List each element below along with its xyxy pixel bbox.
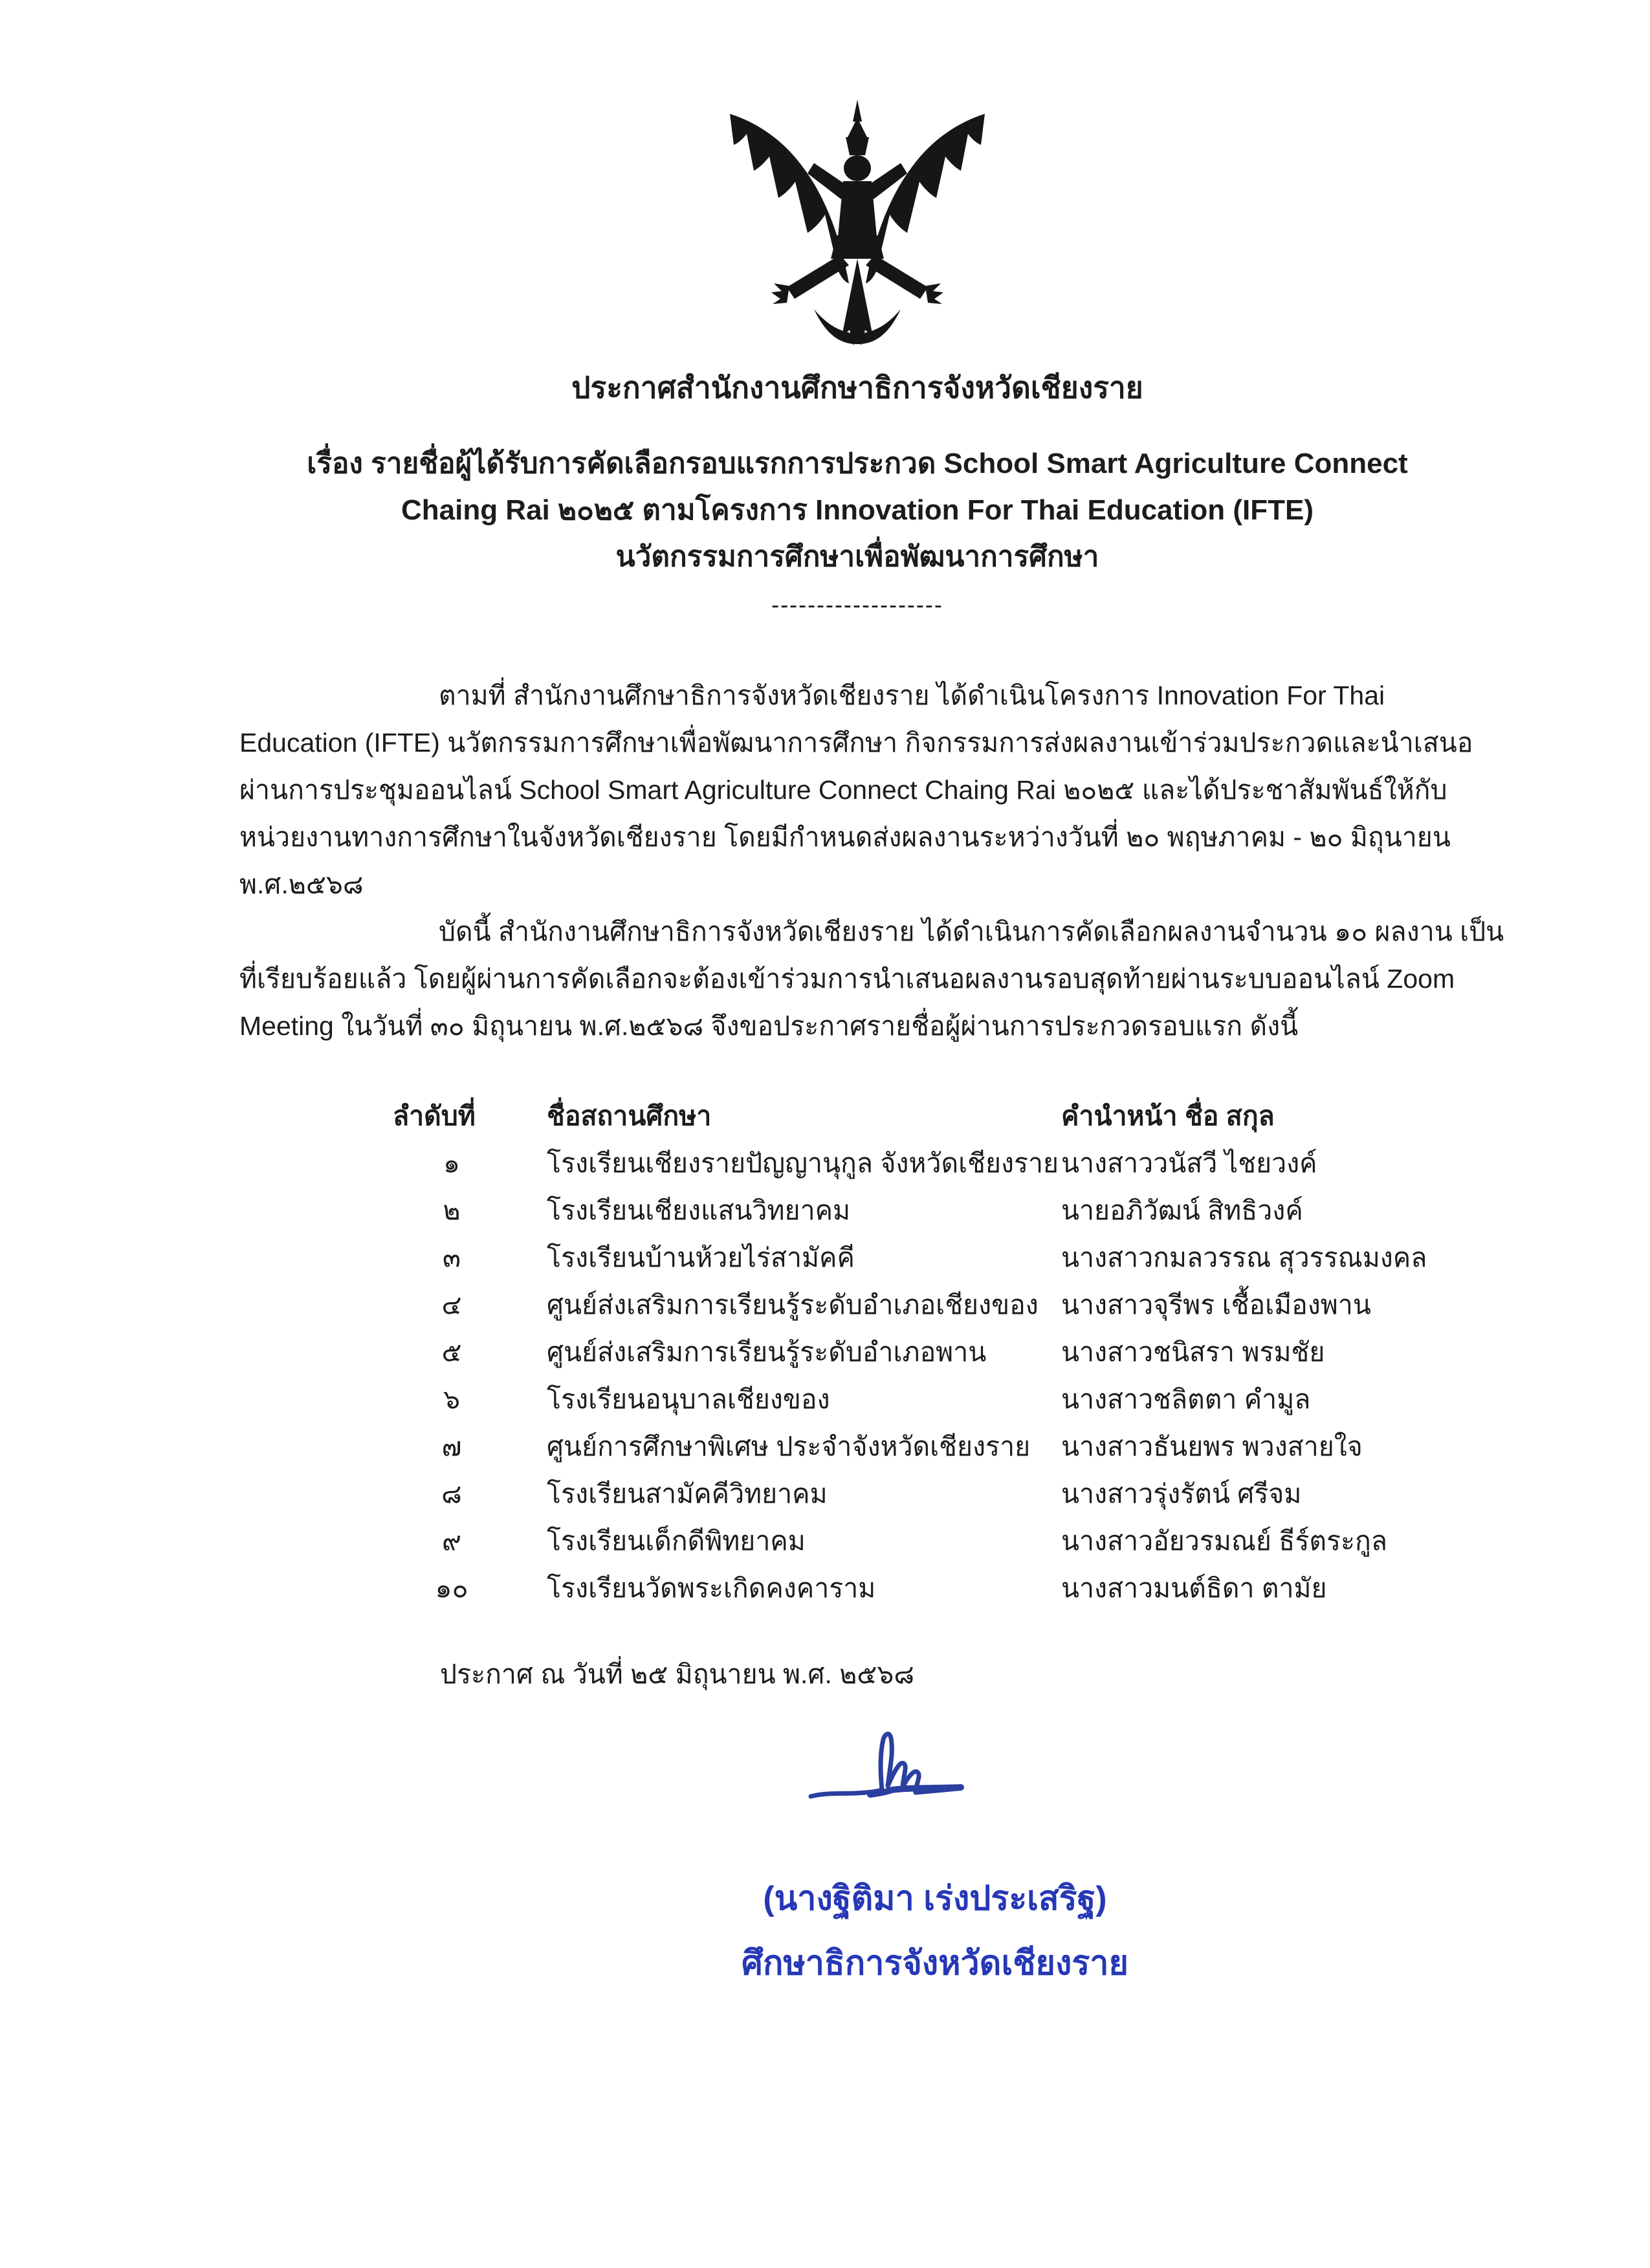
school-name: โรงเรียนบ้านห้วยไร่สามัคคี [547,1243,855,1272]
person-name: นางสาวจุรีพร เชื้อเมืองพาน [1061,1290,1371,1320]
signature-ink-icon [806,1730,980,1815]
table-header-row [393,1093,1475,1140]
table-header-person: คำนำหน้า ชื่อ สกุล [1061,1101,1275,1131]
table-row [393,1518,1475,1565]
row-number: ๗ [441,1432,462,1461]
school-name: โรงเรียนอนุบาลเชียงของ [547,1384,830,1414]
person-name: นายอภิวัฒน์ สิทธิวงค์ [1061,1195,1303,1225]
subject-line-2: Chaing Rai ๒๐๒๕ ตามโครงการ Innovation For Thai Education (IFTE) [401,494,1314,526]
row-number: ๒ [443,1195,461,1225]
signer-title: ศึกษาธิการจังหวัดเชียงราย [742,1945,1128,1982]
table-row [393,1565,1475,1612]
row-number: ๑ [443,1148,461,1178]
divider-dashes: ------------------- [771,591,943,618]
table-row [393,1470,1475,1518]
table-header-no: ลำดับที่ [393,1101,476,1131]
garuda-emblem [712,96,1003,358]
person-name: นางสาวรุ่งรัตน์ ศรีจม [1061,1479,1302,1509]
person-name: นางสาวกมลวรรณ สุวรรณมงคล [1061,1243,1427,1272]
school-name: ศูนย์การศึกษาพิเศษ ประจำจังหวัดเชียงราย [547,1432,1031,1461]
page-title: ประกาศสำนักงานศึกษาธิการจังหวัดเชียงราย [571,371,1143,404]
person-name: นางสาวชนิสรา พรมชัย [1061,1337,1325,1367]
table-row [393,1281,1475,1329]
paragraph-1 [239,672,1475,908]
subject-line-1: เรื่อง รายชื่อผู้ได้รับการคัดเลือกรอบแรกการประกวด School Smart Agriculture Connect [307,448,1408,479]
row-number: ๔ [441,1290,462,1320]
school-name: โรงเรียนเด็กดีพิทยาคม [547,1526,806,1556]
school-name: โรงเรียนวัดพระเกิดคงคาราม [547,1573,876,1603]
row-number: ๙ [441,1526,462,1556]
table-row [393,1376,1475,1423]
school-name: โรงเรียนเชียงแสนวิทยาคม [547,1195,851,1225]
table-row [393,1423,1475,1470]
paragraph-2 [239,908,1504,1050]
paragraph-1-line: ตามที่ สำนักงานศึกษาธิการจังหวัดเชียงราย ได้ดำเนินโครงการ Innovation For Thai [439,681,1385,710]
announcement-date: ประกาศ ณ วันที่ ๒๕ มิถุนายน พ.ศ. ๒๕๖๘ [440,1659,914,1689]
school-name: โรงเรียนเชียงรายปัญญานุกูล จังหวัดเชียงราย [547,1148,1059,1178]
row-number: ๓ [442,1243,461,1272]
row-number: ๑๐ [435,1573,468,1603]
school-name: ศูนย์ส่งเสริมการเรียนรู้ระดับอำเภอเชียงของ [547,1290,1039,1320]
table-row [393,1140,1475,1187]
row-number: ๕ [441,1337,462,1367]
school-name: โรงเรียนสามัคคีวิทยาคม [547,1479,828,1509]
paragraph-2-line: Meeting ในวันที่ ๓๐ มิถุนายน พ.ศ.๒๕๖๘ จึงขอประกาศรายชื่อผู้ผ่านการประกวดรอบแรก ดังนี้ [239,1011,1299,1041]
school-name: ศูนย์ส่งเสริมการเรียนรู้ระดับอำเภอพาน [547,1337,987,1367]
row-number: ๘ [441,1479,462,1509]
person-name: นางสาวอัยวรมณย์ ธีร์ตระกูล [1061,1526,1387,1556]
person-name: นางสาววนัสวี ไชยวงค์ [1061,1148,1317,1178]
paragraph-2-line: บัดนี้ สำนักงานศึกษาธิการจังหวัดเชียงราย ได้ดำเนินการคัดเลือกผลงานจำนวน ๑๐ ผลงาน เป็น [439,917,1504,946]
table-header-school: ชื่อสถานศึกษา [547,1101,712,1131]
person-name: นางสาวชลิตตา คำมูล [1061,1384,1311,1414]
person-name: นางสาวธันยพร พวงสายใจ [1061,1432,1363,1461]
results-table [393,1093,1475,1612]
table-row [393,1234,1475,1281]
row-number: ๖ [443,1384,461,1414]
table-row [393,1187,1475,1234]
paragraph-1-line: ผ่านการประชุมออนไลน์ School Smart Agriculture Connect Chaing Rai ๒๐๒๕ และได้ประชาสัมพันธ์ให้กับ [239,775,1447,805]
paragraph-1-line: Education (IFTE) นวัตกรรมการศึกษาเพื่อพัฒนาการศึกษา กิจกรรมการส่งผลงานเข้าร่วมประกวดและนำเสนอ [239,728,1473,758]
table-row [393,1329,1475,1376]
garuda-emblem-icon [712,96,1003,354]
signer-name: (นางฐิติมา เร่งประเสริฐ) [763,1880,1107,1917]
signature-block [709,1730,1161,1996]
person-name: นางสาวมนต์ธิดา ตามัย [1061,1573,1327,1603]
paragraph-1-line: หน่วยงานทางการศึกษาในจังหวัดเชียงราย โดยมีกำหนดส่งผลงานระหว่างวันที่ ๒๐ พฤษภาคม - ๒๐ มิถุนายน [239,822,1451,852]
paragraph-1-line: พ.ศ.๒๕๖๘ [239,869,364,899]
subject-line-3: นวัตกรรมการศึกษาเพื่อพัฒนาการศึกษา [615,541,1099,572]
subject-block [239,441,1475,580]
paragraph-2-line: ที่เรียบร้อยแล้ว โดยผู้ผ่านการคัดเลือกจะต้องเข้าร่วมการนำเสนอผลงานรอบสุดท้ายผ่านระบบออนไลน์ Zoom [239,964,1455,994]
